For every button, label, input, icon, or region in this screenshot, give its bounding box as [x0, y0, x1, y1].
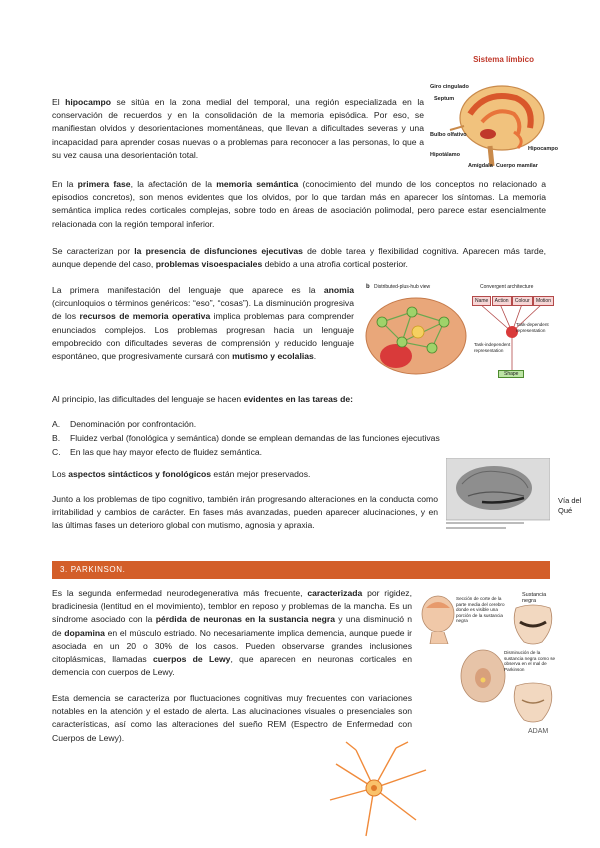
bold-text: pérdida de neuronas en la sustancia negra: [155, 614, 336, 625]
list-marker: C.: [52, 447, 61, 457]
page-header-title: Sistema límbico: [473, 55, 534, 64]
paragraph-conducta: Junto a los problemas de tipo cognitivo, también irán progresando alteraciones en la conducta como irritabilidad y cambios de carácter. En fases más avanzadas, pueden aparecer alucinaciones, y en las últimas fases un deterioro global con mutismo, agnosia y apraxia.: [52, 494, 438, 531]
list-marker: A.: [52, 419, 61, 429]
text: (circunloquios o términos genéricos: “eso”, “cosas”). La disminución progresiva de los: [52, 298, 354, 322]
paragraph-disfunciones: [52, 245, 546, 271]
text: La primera manifestación del lenguaje que aparece es la: [52, 285, 324, 295]
label-cuerpo-mamilar: Cuerpo mamilar: [496, 163, 538, 169]
text: En la: [52, 179, 78, 189]
list-item: [52, 431, 546, 445]
modality-box-action: Action: [492, 296, 512, 306]
paragraph-hipocampo: [52, 96, 424, 162]
adam-brand: ADAM: [528, 728, 549, 735]
paragraph-fluctuaciones: Esta demencia se caracteriza por fluctuaciones cognitivas muy frecuentes con variaciones notables en la atención y el estado de alerta. Las alucinaciones visuales o presenciales son características, así como las alteraciones del sueño REM (Espectro de Enfermedad con Cuerpos de Lewy).: [52, 693, 412, 743]
task-dependent-note: Task-dependent representation: [516, 322, 549, 333]
parkinson-midbrain-illustration: [510, 680, 556, 724]
bold-text: caracterizada: [307, 588, 363, 598]
label-septum: Septum: [434, 96, 455, 102]
text: Al principio, las dificultades del lenguaje se hacen: [52, 394, 244, 404]
list-item: [52, 417, 546, 431]
section-heading-parkinson: [52, 561, 550, 579]
list-marker: B.: [52, 433, 61, 443]
list-text: Denominación por confrontación.: [70, 419, 197, 429]
left-panel-title: Distributed-plus-hub view: [374, 284, 431, 290]
substantia-nigra-figure: [418, 588, 556, 758]
text: Los: [52, 469, 69, 479]
bold-text: aspectos sintácticos y fonológicos: [68, 469, 212, 479]
text: , que aparecen en neuronas corticales en demencia con cuerpos de Lewy.: [52, 654, 412, 678]
brain-network-illustration: [362, 292, 468, 382]
figure-b-label: b: [366, 284, 370, 290]
brain-photo-illustration: [446, 458, 550, 534]
label-hipotalamo: Hipotálamo: [430, 152, 460, 158]
paragraph-dificultades: [52, 393, 546, 406]
modality-boxes: [472, 296, 554, 306]
text: de doble tarea y flexibilidad cognitiva. Aparecen más tarde, aunque depende del caso,: [52, 246, 546, 270]
modality-box-name: Name: [472, 296, 491, 306]
label-sustancia-negra: Sustancia negra: [522, 592, 547, 604]
shape-box: Shape: [498, 370, 524, 378]
neuron-illustration: [316, 740, 434, 840]
text: implica problemas para comprender enunciados complejos. Los problemas progresan hacia un lenguaje empobrecido con dificultades severas de comprensión y reducido lenguaje espontáneo, que progresivamente cursará con: [52, 311, 354, 362]
limbic-system-figure: [430, 76, 558, 176]
via-del-que-figure: [446, 458, 582, 538]
modality-box-colour: Colour: [512, 296, 533, 306]
task-independent-note: Task-independent representation: [474, 342, 511, 353]
modality-box-motion: Motion: [533, 296, 554, 306]
paragraph-aspectos: [52, 468, 432, 481]
bold-text: memoria semántica: [216, 179, 299, 189]
label-seccion-corte: Sección de corte de la parte media del cerebro donde es visible una porción de la sustancia negra: [456, 596, 505, 624]
list-text: En las que hay mayor efecto de fluidez semántica.: [70, 447, 263, 457]
bold-text: la presencia de disfunciones ejecutivas: [134, 246, 303, 256]
semantic-hub-figure: [362, 282, 554, 382]
via-del-que-caption: Vía del Qué: [558, 496, 582, 515]
text: en el músculo estriado. No necesariamente implica demencia, aunque puede ir asociada en un 20 o 30% de los casos. Pueden observarse grandes inclusiones citoplásmicas, llamadas: [52, 627, 412, 665]
list-text: Fluidez verbal (fonológica y semántica) donde se emplean demandas de las funciones ejecutivas: [70, 433, 440, 443]
head-profile-illustration: [418, 594, 458, 644]
text: El: [52, 97, 66, 107]
paragraph-parkinson: [52, 587, 412, 679]
label-giro-cingulado: Giro cingulado: [430, 84, 469, 90]
list-item: [52, 445, 546, 459]
label-amigdala: Amígdala: [468, 163, 493, 169]
bold-text: anomia: [323, 285, 354, 295]
label-bulbo-olfativo: Bulbo olfativo: [430, 132, 467, 138]
paragraph-anomia: [52, 284, 354, 363]
label-disminucion: Disminución de la sustancia negra como se observa en el mal de Parkinson: [504, 650, 556, 672]
bold-text: evidentes en las tareas de:: [243, 394, 353, 404]
brain-section-illustration: [458, 648, 508, 708]
text: están mejor preservados.: [211, 469, 311, 479]
text: (conocimiento del mundo de los conceptos no relacionado a episodios concretos), son menos evidentes que los olvidos, por lo que tardan más en aparecer los síntomas. La memoria semántica implica redes corticales complejas, sobre todo en áreas de asociación polimodal, pero parece estar esencialmente relacionada con la región temporal inferior.: [52, 179, 547, 229]
text: y una disminució n de: [52, 614, 412, 638]
section-title: 3. PARKINSON.: [60, 565, 126, 574]
limbic-brain-illustration: [430, 76, 555, 176]
text: debido a una atrofia cortical posterior.: [262, 259, 408, 270]
bold-text: primera fase: [77, 179, 131, 189]
text: Se caracterizan por: [52, 246, 135, 256]
bold-text: mutismo y ecolalias: [232, 351, 314, 362]
bold-text: dopamina: [64, 627, 105, 638]
bold-text: problemas visoespaciales: [155, 259, 263, 270]
text: se sitúa en la zona medial del temporal, una región especializada en la conservación de recuerdos y en la consolidación de la memoria episódica. Por eso, se manifiestan olvidos y desorientaciones momentáneas, que llevan a dificultades severas y una incapacidad para aprender cosas nuevas o a problemas para reconocer a las personas, lo que a su vez causa una desorientación total.: [52, 97, 425, 160]
right-panel-title: Convergent architecture: [480, 284, 534, 290]
bold-text: recursos de memoria operativa: [79, 311, 211, 322]
paragraph-primera-fase: [52, 178, 546, 231]
label-hipocampo: Hipocampo: [528, 146, 558, 152]
text: , la afectación de la: [130, 179, 217, 189]
text: Es la segunda enfermedad neurodegenerativa más frecuente,: [52, 588, 308, 598]
language-tasks-list: [52, 417, 546, 459]
text: por rigidez, bradicinesia (lentitud en el movimiento), temblor en reposo y problemas de la mancha. Es un síndrome asociado con la: [52, 588, 412, 625]
normal-midbrain-illustration: [510, 602, 556, 646]
bold-text: hipocampo: [65, 97, 112, 107]
text: .: [313, 351, 317, 362]
bold-text: cuerpos de Lewy: [152, 654, 231, 665]
